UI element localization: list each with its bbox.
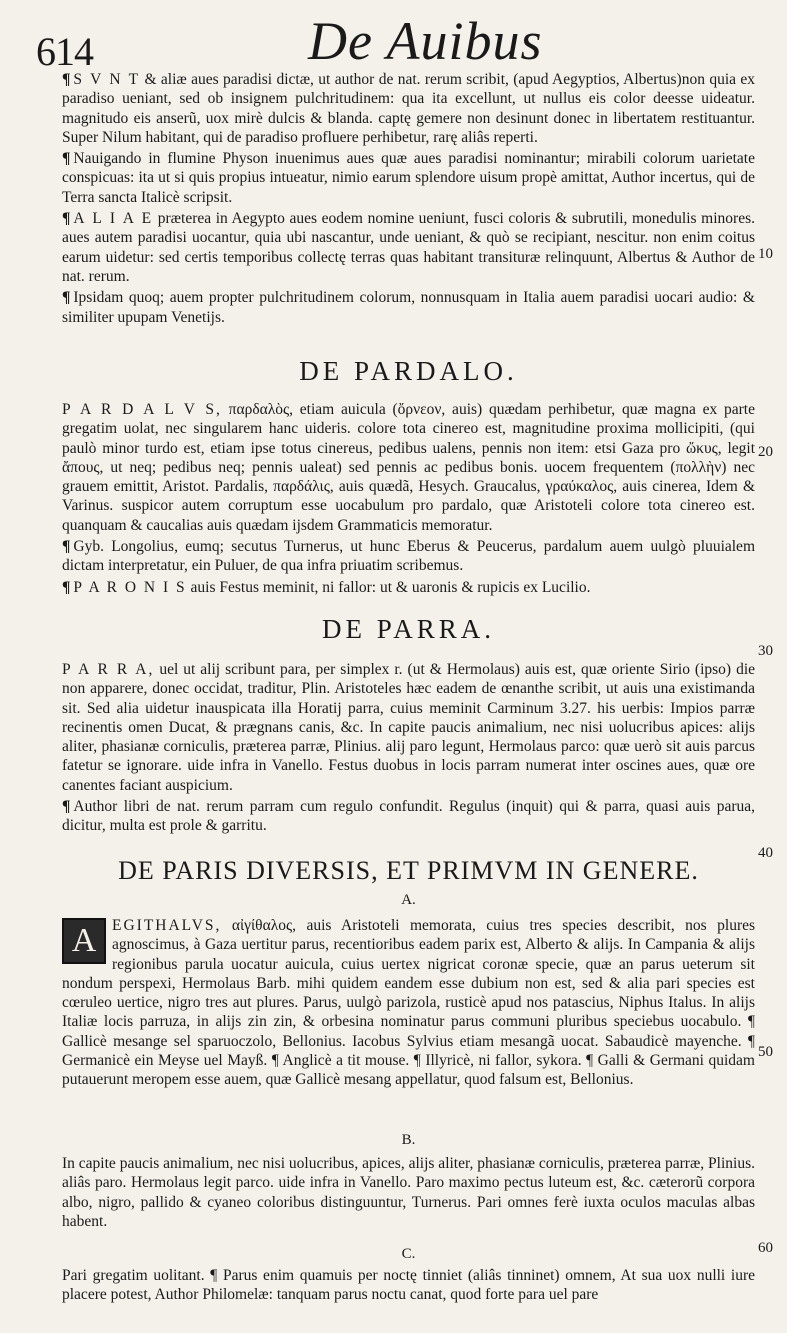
page-number: 614 <box>36 29 93 74</box>
pilcrow-icon: ¶ <box>62 289 71 307</box>
paragraph-text: uel ut alij scribunt para, per simplex r. (ut & Hermolaus) auis est, quæ oriente Sirio (ipso) die non apparere, donec occidat, traditur, Plin. Aristoteles hæc eadem de œnanthe scribit, ut auis una existimanda sit. Sed alia uidetur inauspicata illa Horatij parra, cuius meminit Carminum 3.27. his uerbis: Impios parræ recinentis omen Ducat, & prægnans canis, &c. In capite paucis animalium, nec nisi uolucribus apices: alijs aliter, phasianæ corniculis, præterea parræ, Plinius. alij paro legunt, Hermolaus parco: quæ uerò sit auis parcus fatetur se ignorare. uide infra in Vanello. Festus duobus in locis parram numerat inter oscines aues, quæ ore canentes faciant auspicium. <box>62 661 756 794</box>
margin-line-number: 20 <box>758 444 773 460</box>
section-pardalo <box>62 400 755 599</box>
margin-line-number: 60 <box>758 1240 773 1256</box>
margin-line-number: 30 <box>758 643 773 659</box>
paragraph <box>62 537 755 576</box>
paragraph-text: παρδαλὸς, etiam auicula (ὄρνεον, auis) quædam perhibetur, quæ magna ex parte gregatim uolat, nec singularem hanc uideris. colore tota cinereo est, magnitudine proxima mollicipiti, (qui paulò minor turdo est, etiam ipse totus cinereus, pedibus ualens, pennis non item: etsi Gaza pro ὤκυς, legit ἄπους, ut neq; pedibus neq; pennis ualeat) sed pennis ac pedibus bonis. uocem frequentem (πολλὴν) nec grauem emittit, Aristot. Pardalis, παρδάλις, auis quædã, Hesych. Graucalus, γραύκαλος, auis cinerea, Idem & Varinus. suspicor autem corruptum esse uocabulum pro pardalo, quæ Aristoteli colore tota cinereo est. quanquam & caucalias auis quædam ijsdem Grammaticis memoratur. <box>62 401 755 534</box>
section-paris-c <box>62 1266 755 1307</box>
paragraph <box>62 916 755 1090</box>
paragraph <box>62 1154 755 1231</box>
section-paris-a <box>62 916 755 1092</box>
subsection-label: C. <box>401 1246 416 1262</box>
pilcrow-icon: ¶ <box>62 798 71 816</box>
subsection-label: B. <box>401 1132 416 1148</box>
paragraph <box>62 149 755 207</box>
paragraph <box>62 209 755 286</box>
paragraph-text: auis Festus meminit, ni fallor: ut & uaronis & rupicis ex Lucilio. <box>190 578 591 596</box>
margin-line-number: 10 <box>758 246 773 262</box>
section-paradisi <box>62 70 755 329</box>
paragraph-text: Pari gregatim uolitant. ¶ Parus enim quamuis per noctę tinniet (aliâs tinninet) omnem, At sua uox nulli iure placere potest, Author Philomelæ: tanquam parus noctu canat, quod forte para uel pare <box>62 1267 755 1304</box>
paragraph <box>62 400 755 535</box>
paragraph-text: præterea in Aegypto aues eodem nomine ueniunt, fusci coloris & subrutili, monedulis minores. aues autem paradisi uocantur, quia ubi nascantur, unde ueniant, & quò se recipiant, nescitur. non enim coitus earum uidetur: sed certis temporibus collectę terras quas habitant transituræ relinquunt, Albertus & Author de nat. rerum. <box>62 210 755 285</box>
margin-line-number: 40 <box>758 845 773 861</box>
running-title: De Auibus <box>308 11 543 71</box>
subsection-label: A. <box>401 892 416 908</box>
pilcrow-icon: ¶ <box>62 210 71 228</box>
paragraph-text: Author libri de nat. rerum parram cum regulo confundit. Regulus (inquit) qui & parra, quasi auis parua, dicitur, multa est prole & garritu. <box>62 798 755 835</box>
margin-line-number: 50 <box>758 1044 773 1060</box>
lead-word: EGITHALVS, <box>112 917 222 934</box>
paragraph <box>62 288 755 327</box>
paragraph-text: αἰγίθαλος, auis Aristoteli memorata, cuius tres species describit, nos plures agnoscimus, à Gaza uertitur parus, recentioribus eadem parix est, Alberto & alijs. In Campania & alijs regionibus parula uocatur auicula, cuius uertex nigricat coronæ specie, quæ an parus ueterum sit nondum perspexi, Hermolaus Barb. mihi quidem eandem esse dubium non est, sed & alia pari species est cœruleo uertice, nigro tres aut plures. Parus, uulgò parizola, rusticè apud nos patascius, Niphus Italus. In alijs Italiæ locis parruza, in alijs zin zin, & orbesina nominatur parus communi pluribus speciebus uocabulo. ¶ Gallicè mesange sel sparuoczolo, Bellonius. Iacobus Sylvius etiam mesangã uocat. Sabaudicè mayenche. ¶ Germanicè ein Meyse uel Mayß. ¶ Anglicè a tit mouse. ¶ Illyricè, ni fallor, sykora. ¶ Galli & Germani quidam putauerunt meropem esse auem, quæ Gallicè mesang appellatur, quod falsum est, Bellonius. <box>62 917 756 1089</box>
paragraph <box>62 660 755 795</box>
pilcrow-icon: ¶ <box>62 71 71 88</box>
section-heading-parra: DE PARRA. <box>321 614 496 644</box>
paragraph <box>62 797 755 836</box>
pilcrow-icon: ¶ <box>62 538 71 556</box>
paragraph-text: In capite paucis animalium, nec nisi uolucribus, apices, alijs aliter, phasianæ corniculis, præterea parræ, Plinius. aliâs paro. Hermolaus legit parco. uide infra in Vanello. Paro maximo pectus luteum est, &c. cæterorũ corpora albo, nigro, pallido & cyaneo coloribus distinguuntur, Turnerus. Pari omnes ferè iuxta oculos maculas albas habent. <box>62 1155 755 1230</box>
pilcrow-icon: ¶ <box>62 150 71 168</box>
lead-word: S V N T <box>73 71 141 88</box>
lead-word: A L I A E <box>73 210 154 228</box>
dropcap-initial: A <box>62 918 106 964</box>
pilcrow-icon: ¶ <box>62 578 71 596</box>
lead-word: P A R O N I S <box>73 578 187 596</box>
section-paris-b <box>62 1154 755 1233</box>
section-parra <box>62 660 755 838</box>
lead-word: P A R R A, <box>62 661 155 678</box>
paragraph-text: Ipsidam quoq; auem propter pulchritudinem colorum, nonnusquam in Italia auem paradisi uocari audio: & similiter upupam Venetijs. <box>62 289 755 326</box>
paragraph <box>62 1266 755 1305</box>
paragraph-text: & aliæ aues paradisi dictæ, ut author de nat. rerum scribit, (apud Aegyptios, Albertus)non quia ex paradiso ueniant, sed ob insignem pulchritudinem: qua ita excellunt, ut nullus eis color deesse uideatur. magnitudo eis anserũ, uox mirè dulcis & blanda. captę gemere non desinunt donec in libertatem restituantur. Super Nilum habitant, qui de paradiso profluere perhibetur, rarę aliâs reperti. <box>62 71 756 146</box>
paragraph <box>62 578 755 597</box>
paragraph-text: Nauigando in flumine Physon inuenimus aues quæ aues paradisi nominantur; mirabili colorum uarietate conspicuas: ita ut si quis propius intueatur, nimio earum splendore uisum propè amittat, Author incertus, qui de Terra sancta Italicè scripsit. <box>62 150 755 206</box>
lead-word: P A R D A L V S, <box>62 401 222 418</box>
section-heading-pardalo: DE PARDALO. <box>299 356 518 386</box>
paragraph-text: Gyb. Longolius, eumq; secutus Turnerus, ut hunc Eberus & Peucerus, pardalum auem uulgò pluuialem dictam interpretatur, ein Puluer, de qua infra priuatim scribemus. <box>62 538 755 575</box>
paragraph <box>62 70 755 147</box>
section-heading-paris: DE PARIS DIVERSIS, ET PRIMVM IN GENERE. <box>118 856 699 885</box>
page-header <box>36 8 767 74</box>
